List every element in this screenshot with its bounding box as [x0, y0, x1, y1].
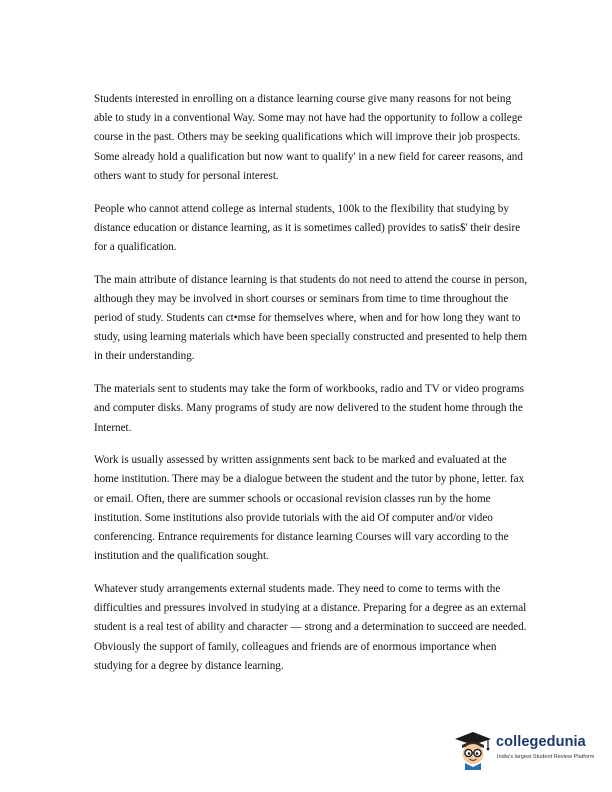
paragraph-materials: The materials sent to students may take the form of workbooks, radio and TV or video programs and computer disks. Many programs of study are now delivered to the student home through the Internet.: [94, 383, 524, 434]
paragraph-arrangements: Whatever study arrangements external students made. They need to come to terms with the difficulties and pressures involved in studying at a distance. Preparing for a degree as an external student is a real test of ability and character — strong and a determination to succeed are needed. Obviously the support of family, colleagues and friends are of enormous importance when studying for a degree by distance learning.: [94, 582, 527, 672]
paragraph-main-attribute: The main attribute of distance learning is that students do not need to attend the course in person, although they may be involved in short courses or seminars from time to time throughout the period of study. Students can ct•mse for themselves where, when and for how long they want to study, using learning materials which have been specially constructed and presented to help them in their understanding.: [94, 273, 528, 363]
collegedunia-logo: [452, 728, 600, 768]
paragraph-internal-students: People who cannot attend college as internal students, 100k to the flexibility that studying by distance education or distance learning, as it is sometimes called) provides to satis$' their desire for a qualification.: [94, 202, 521, 253]
paragraph-reasons: Students interested in enrolling on a distance learning course give many reasons for not being able to study in a conventional Way. Some may not have had the opportunity to follow a college course in the past. Others may be seeking qualifications which will improve their job prospects. Some already hold a qualification but now want to qualify' in a new field for career reasons, and others want to study for personal interest.: [94, 93, 523, 182]
logo-tagline: India's largest Student Review Platform: [497, 754, 595, 760]
graduate-mascot-icon: [452, 728, 494, 770]
paragraph-assessment: Work is usually assessed by written assignments sent back to be marked and evaluated at the home institution. There may be a dialogue between the student and the tutor by phone, letter. fax or email. Often, there are summer schools or occasional revision classes run by the home institution. Some institutions also provide tutorials with the aid Of computer and/or video conferencing. Entrance requirements for distance learning Courses will vary according to the institution and the qualification sought.: [94, 454, 525, 563]
logo-wordmark: collegedunia: [496, 734, 586, 750]
document-body: [94, 90, 530, 689]
